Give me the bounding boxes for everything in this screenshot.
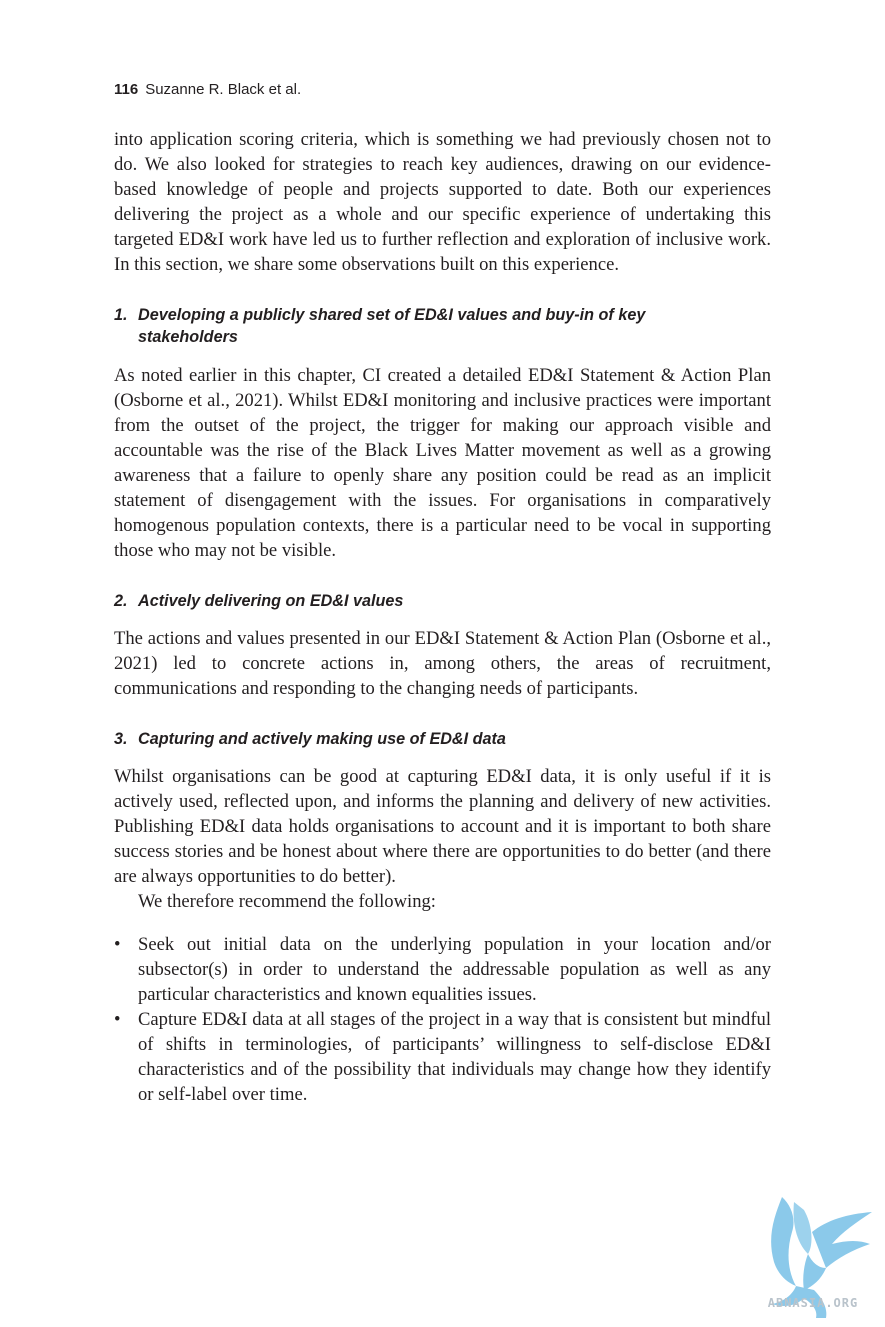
list-item: [114, 932, 771, 1007]
section-title: Actively delivering on ED&I values: [138, 592, 404, 610]
section-2-heading: [114, 590, 771, 612]
section-number: 3.: [114, 730, 128, 748]
section-3-heading: [114, 728, 771, 750]
watermark-text: ABNASIA.ORG: [767, 1296, 859, 1310]
bullet-icon: •: [114, 934, 121, 955]
section-2-paragraph: The actions and values presented in our ED&I Statement & Action Plan (Osborne et al., 2021) led to concrete actions in, among others, the areas of recruitment, communications and responding to the changing needs of participants.: [114, 628, 771, 699]
list-item-text: Capture ED&I data at all stages of the project in a way that is consistent but mindful of shifts in terminologies, of participants’ willingness to self-disclose ED&I characteristics and of the possibility that individuals may change how they identify or self-label over time.: [138, 1009, 771, 1105]
section-title: Capturing and actively making use of ED&I data: [138, 730, 506, 748]
page-content: [114, 78, 771, 1107]
section-title: Developing a publicly shared set of ED&I values and buy-in of key stakeholders: [138, 306, 646, 346]
section-1-heading: [114, 304, 771, 348]
section-1-paragraph: As noted earlier in this chapter, CI created a detailed ED&I Statement & Action Plan (Osborne et al., 2021). Whilst ED&I monitoring and inclusive practices were important from the outset of the project, the trigger for making our approach visible and accountable was the rise of the Black Lives Matter movement as well as a growing awareness that a failure to openly share any position could be read as an implicit statement of disengagement with the issues. For organisations in comparatively homogenous population contexts, there is a particular need to be vocal in supporting those who may not be visible.: [114, 365, 771, 561]
intro-paragraph: into application scoring criteria, which is something we had previously chosen not to do. We also looked for strategies to reach key audiences, drawing on our evidence-based knowledge of people and projects supported to date. Both our experiences delivering the project as a whole and our specific experience of undertaking this targeted ED&I work have led us to further reflection and exploration of inclusive work. In this section, we share some observations built on this experience.: [114, 129, 771, 275]
recommendation-list: [114, 932, 771, 1107]
list-item-text: Seek out initial data on the underlying population in your location and/or subsector(s) in order to understand the addressable population as well as any particular characteristics and known equalities issues.: [138, 934, 771, 1005]
running-head: [114, 78, 771, 102]
section-number: 1.: [114, 306, 128, 324]
running-title: Suzanne R. Black et al.: [145, 81, 302, 98]
page-number: 116: [114, 81, 139, 98]
section-3-paragraph: Whilst organisations can be good at capturing ED&I data, it is only useful if it is actively used, reflected upon, and informs the planning and delivery of new activities. Publishing ED&I data holds organisations to account and it is important to both share success stories and be honest about where there are opportunities to do better (and there are always opportunities to do better).: [114, 766, 771, 887]
bullet-icon: •: [114, 1009, 121, 1030]
recommendation-intro: We therefore recommend the following:: [138, 891, 436, 912]
section-number: 2.: [114, 592, 128, 610]
list-item: [114, 1007, 771, 1107]
